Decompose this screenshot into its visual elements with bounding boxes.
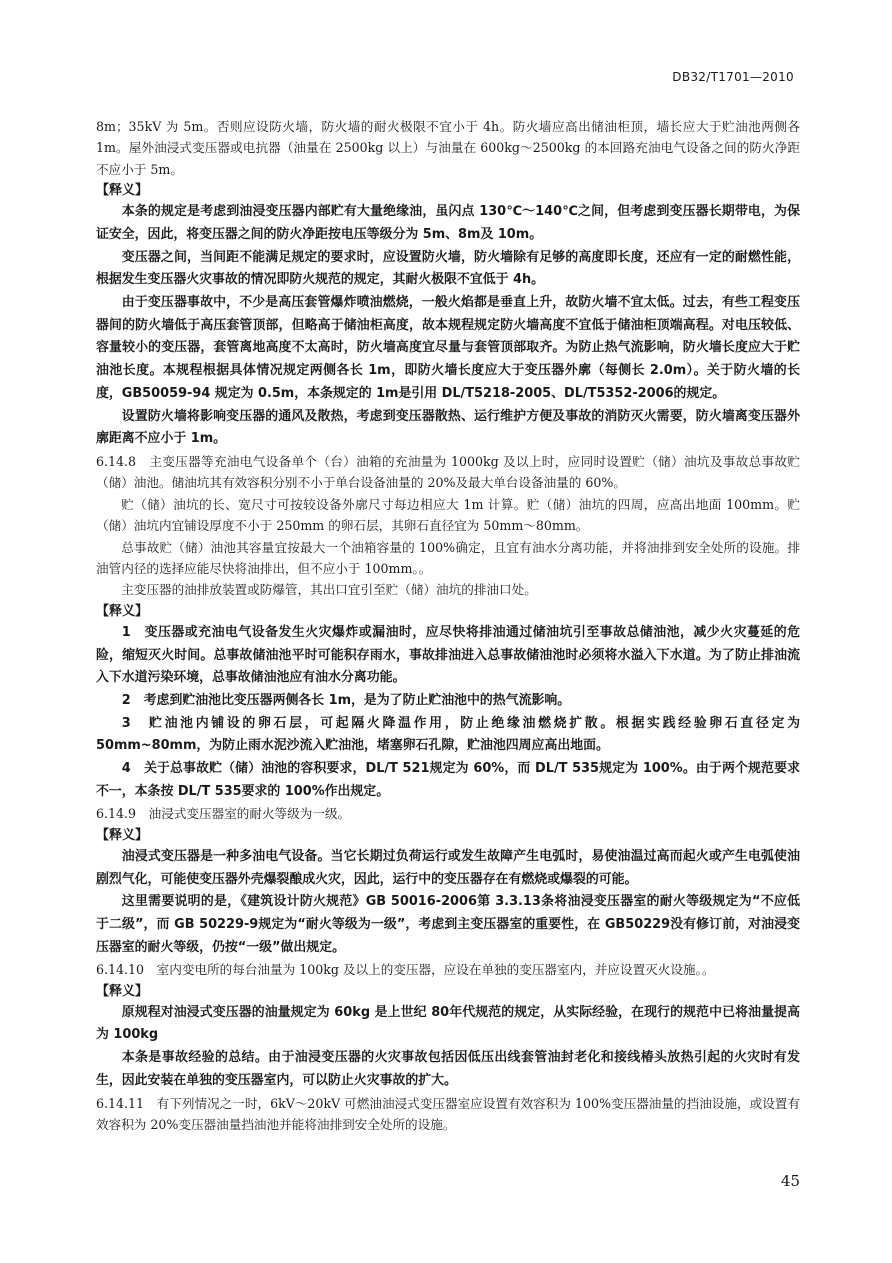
- interpretation-paragraph: 由于变压器事故中，不少是高压套管爆炸喷油燃烧，一般火焰都是垂直上升，故防火墙不宜太低。过去，有些工程变压器间的防火墙低于高压套管顶部，但略高于储油柜高度，故本规程规定防火墙高度不宜低于储油柜顶端高程。对电压较低、容量较小的变压器，套管离地高度不太高时，防火墙高度宜尽量与套管顶部取齐。为防止热气流影响，防火墙长度应大于贮油池长度。本规程根据具体情况规定两侧各长 1m，即防火墙长度应大于变压器外廓（每侧长 2.0m）。关于防火墙的长度，GB50059-94 规定为 0.5m，本条规定的 1m是引用 DL/T5218-2005、DL/T5352-2006的规定。: [96, 295, 800, 401]
- clause-6-14-9: 6.14.9 油浸式变压器室的耐火等级为一级。: [96, 806, 351, 822]
- interpretation-paragraph: 2 考虑到贮油池比变压器两侧各长 1m，是为了防止贮油池中的热气流影响。: [121, 692, 571, 708]
- clause-6-14-11: 6.14.11 有下列情况之一时，6kV～20kV 可燃油油浸式变压器室应设置有效容积为 100%变压器油量的挡油设施，或设置有效容积为 20%变压器油量挡油池并能将油排到安全处所的设施。: [96, 1095, 800, 1132]
- interpretation-paragraph: 3 贮油池内铺设的卵石层，可起隔火降温作用，防止绝缘油燃烧扩散。根据实践经验卵石直径定为 50mm~80mm，为防止雨水泥沙流入贮油池，堵塞卵石孔隙，贮油池四周应高出地面。: [96, 715, 800, 754]
- document-body: [96, 116, 800, 1135]
- clause-6-14-10: 6.14.10 室内变电所的每台油量为 100kg 及以上的变压器，应设在单独的变压器室内，并应设置灭火设施。。: [96, 962, 715, 978]
- interpretation-paragraph: 本条是事故经验的总结。由于油浸变压器的火灾事故包括因低压出线套管油封老化和接线椿头放热引起的火灾时有发生，因此安装在单独的变压器室内，可以防止火灾事故的扩大。: [96, 1050, 800, 1088]
- interpretation-paragraph: 原规程对油浸式变压器的油量规定为 60kg 是上世纪 80年代规范的规定，从实际经验，在现行的规范中已将油量提高为 100kg: [96, 1004, 800, 1043]
- interpretation-label: 【释义】: [96, 183, 149, 199]
- clause-paragraph: 主变压器的油排放装置或防爆管，其出口宜引至贮（储）油坑的排油口处。: [121, 582, 537, 598]
- page-number: 45: [780, 1172, 800, 1190]
- interpretation-paragraph: 本条的规定是考虑到油浸变压器内部贮有大量绝缘油，虽闪点 130℃～140℃之间，但考虑到变压器长期带电，为保证安全，因此，将变压器之间的防火净距按电压等级分为 5m、8m及 10m。: [96, 204, 800, 242]
- standard-code: DB32/T1701—2010: [672, 70, 794, 84]
- interpretation-label: 【释义】: [96, 603, 149, 619]
- interpretation-paragraph: 1 变压器或充油电气设备发生火灾爆炸或漏油时，应尽快将排油通过储油坑引至事故总储油池，减少火灾蔓延的危险，缩短灭火时间。总事故储油池平时可能积存雨水，事故排油进入总事故储油池时必须将水溢入下水道。为了防止排油流入下水道污染环境，总事故储油池应有油水分离功能。: [96, 624, 800, 686]
- interpretation-label: 【释义】: [96, 827, 149, 843]
- clause-paragraph: 总事故贮（储）油池其容量宜按最大一个油箱容量的 100%确定，且宜有油水分离功能，并将油排到安全处所的设施。排油管内径的选择应能尽快将油排出，但不应小于 100mm。。: [96, 539, 800, 576]
- interpretation-paragraph: 变压器之间，当间距不能满足规定的要求时，应设置防火墙，防火墙除有足够的高度即长度，还应有一定的耐燃性能，根据发生变压器火灾事故的情况即防火规范的规定，其耐火极限不宜低于 4h。: [96, 249, 800, 288]
- interpretation-paragraph: 这里需要说明的是，《建筑设计防火规范》GB 50016-2006第 3.3.13条将油浸变压器室的耐火等级规定为“不应低于二级”，而 GB 50229-9规定为“耐火等级为一级”，考虑到主变压器室的重要性，在 GB50229没有修订前，对油浸变压器室的耐火等级，仍按“一级”做出规定。: [96, 894, 800, 955]
- interpretation-paragraph: 4 关于总事故贮（储）油池的容积要求，DL/T 521规定为 60%，而 DL/T 535规定为 100%。由于两个规范要求不一，本条按 DL/T 535要求的 100%作出规定。: [96, 761, 800, 799]
- interpretation-label: 【释义】: [96, 983, 149, 999]
- interpretation-paragraph: 设置防火墙将影响变压器的通风及散热，考虑到变压器散热、运行维护方便及事故的消防灭火需要，防火墙离变压器外廓距离不应小于 1m。: [96, 408, 800, 447]
- clause-6-14-8: 6.14.8 主变压器等充油电气设备单个（台）油箱的充油量为 1000kg 及以上时，应同时设置贮（储）油坑及事故总事故贮（储）油池。储油坑其有效容积分别不小于单台设备油量的 20%及最大单台设备油量的 60%。: [96, 453, 800, 491]
- interpretation-paragraph: 油浸式变压器是一种多油电气设备。当它长期过负荷运行或发生故障产生电弧时，易使油温过高而起火或产生电弧使油剧烈气化，可能使变压器外壳爆裂酿成火灾，因此，运行中的变压器存在有燃烧或爆裂的可能。: [96, 848, 800, 887]
- clause-continuation: 8m；35kV 为 5m。否则应设防火墙，防火墙的耐火极限不宜小于 4h。防火墙应高出储油柜顶，墙长应大于贮油池两侧各 1m。屋外油浸式变压器或电抗器（油量在 2500kg 以上）与油量在 600kg～2500kg 的本回路充油电气设备之间的防火净距不应小于 5m。: [96, 119, 800, 177]
- clause-paragraph: 贮（储）油坑的长、宽尺寸可按较设备外廓尺寸每边相应大 1m 计算。贮（储）油坑的四周，应高出地面 100mm。贮（储）油坑内宜铺设厚度不小于 250mm 的卵石层，其卵石直径宜为 50mm～80mm。: [96, 496, 800, 534]
